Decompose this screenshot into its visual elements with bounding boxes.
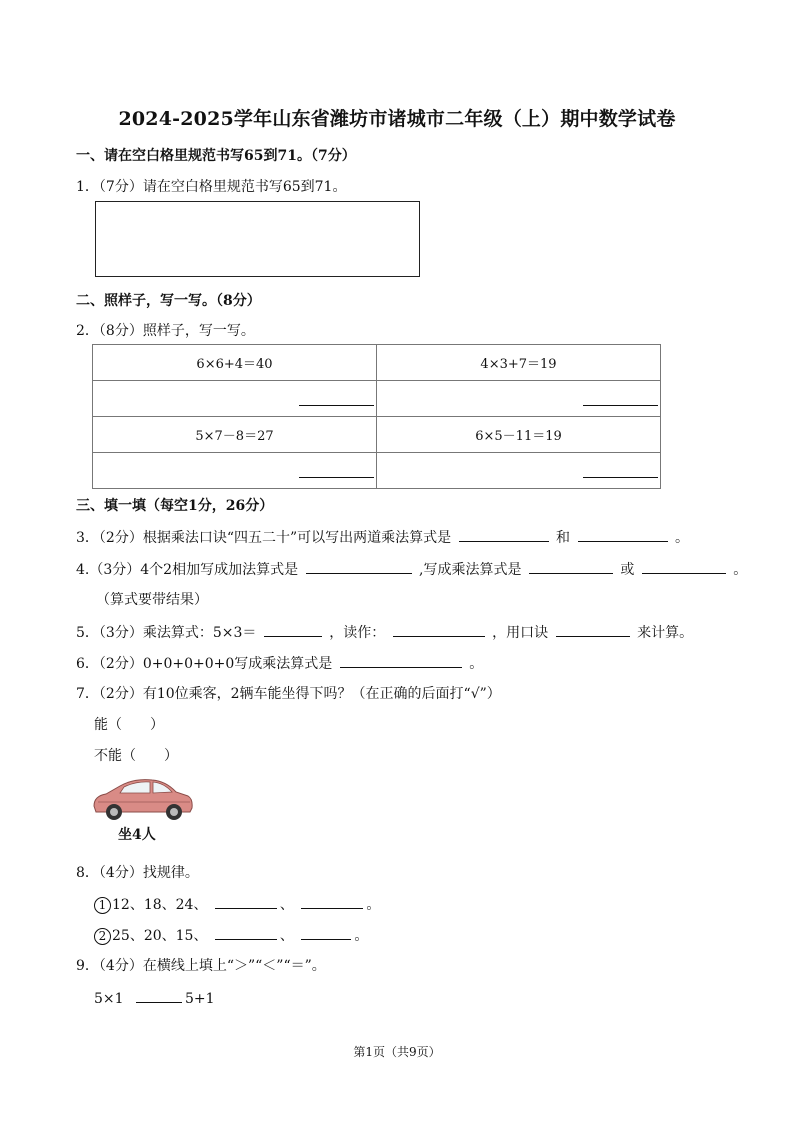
section-1-heading: 一、请在空白格里规范书写65到71。（7分）	[76, 148, 356, 164]
question-5	[76, 621, 693, 642]
question-4-note: （算式要带结果）	[96, 592, 208, 608]
answer-blank[interactable]	[306, 558, 412, 574]
question-4-or: 或	[620, 562, 635, 578]
table-cell-example-4: 6×5－11＝19	[377, 417, 661, 453]
question-2: 2．（8分）照样子，写一写。	[76, 323, 255, 339]
question-3-and: 和	[556, 530, 571, 546]
sequence-2-values: 25、20、15、	[112, 928, 208, 944]
question-5-end: 来计算。	[637, 625, 694, 641]
answer-blank[interactable]	[556, 621, 630, 637]
question-4-text: 4.（3分）4个2相加写成加法算式是	[76, 562, 299, 578]
answer-line[interactable]	[299, 477, 374, 478]
table-cell-answer-1[interactable]	[93, 381, 377, 417]
page-title: 2024-2025学年山东省潍坊市诸城市二年级（上）期中数学试卷	[118, 108, 676, 130]
example-table	[92, 344, 661, 489]
answer-blank[interactable]	[393, 621, 485, 637]
question-5-read: ，读作：	[329, 625, 386, 641]
page-footer: 第1页（共9页）	[353, 1045, 441, 1059]
question-6-text: 6．（2分）0+0+0+0+0写成乘法算式是	[76, 656, 333, 672]
section-2-heading: 二、照样子，写一写。（8分）	[76, 293, 261, 309]
section-3-heading: 三、填一填（每空1分，26分）	[76, 498, 274, 514]
answer-blank[interactable]	[459, 526, 549, 542]
answer-blank[interactable]	[264, 621, 322, 637]
question-3	[76, 526, 689, 547]
writing-box[interactable]	[95, 201, 420, 277]
answer-blank[interactable]	[578, 526, 668, 542]
sequence-1	[94, 893, 380, 914]
sequence-2	[94, 924, 368, 945]
question-6-end: 。	[469, 656, 484, 672]
question-8: 8．（4分）找规律。	[76, 865, 199, 881]
answer-blank[interactable]	[136, 987, 182, 1003]
sequence-end: 。	[366, 897, 381, 913]
sequence-separator: 、	[279, 897, 294, 913]
question-3-text: 3．（2分）根据乘法口诀“四五二十”可以写出两道乘法算式是	[76, 530, 452, 546]
answer-line[interactable]	[583, 405, 658, 406]
answer-line[interactable]	[583, 477, 658, 478]
question-5-formula: ，用口诀	[492, 625, 549, 641]
answer-blank[interactable]	[215, 893, 277, 909]
comparison-row	[94, 987, 215, 1007]
table-cell-example-3: 5×7－8＝27	[93, 417, 377, 453]
option-yes[interactable]: 能（ ）	[94, 717, 164, 733]
table-cell-example-1: 6×6+4＝40	[93, 345, 377, 381]
car-caption: 坐4人	[118, 827, 156, 843]
table-cell-answer-2[interactable]	[377, 381, 661, 417]
sequence-end: 。	[354, 928, 369, 944]
table-cell-answer-4[interactable]	[377, 453, 661, 489]
circled-number-2: 2	[94, 928, 111, 945]
option-no[interactable]: 不能（ ）	[94, 748, 178, 764]
car-icon	[90, 772, 195, 824]
question-1: 1．（7分）请在空白格里规范书写65到71。	[76, 179, 347, 195]
sequence-1-values: 12、18、24、	[112, 897, 208, 913]
question-7: 7．（2分）有10位乘客，2辆车能坐得下吗？（在正确的后面打“√”）	[76, 686, 501, 702]
question-4-mid: ,写成乘法算式是	[419, 562, 522, 578]
answer-blank[interactable]	[301, 893, 363, 909]
comparison-right: 5+1	[185, 991, 215, 1007]
question-4-end: 。	[733, 562, 748, 578]
answer-line[interactable]	[299, 405, 374, 406]
question-6	[76, 652, 483, 673]
table-cell-example-2: 4×3+7＝19	[377, 345, 661, 381]
question-3-end: 。	[674, 530, 689, 546]
table-cell-answer-3[interactable]	[93, 453, 377, 489]
question-5-text: 5．（3分）乘法算式：5×3＝	[76, 625, 257, 641]
question-9: 9．（4分）在横线上填上“＞”“＜”“＝”。	[76, 958, 326, 974]
circled-number-1: 1	[94, 897, 111, 914]
question-4	[76, 558, 747, 579]
answer-blank[interactable]	[642, 558, 726, 574]
comparison-left: 5×1	[94, 991, 124, 1007]
answer-blank[interactable]	[529, 558, 613, 574]
answer-blank[interactable]	[301, 924, 351, 940]
answer-blank[interactable]	[215, 924, 277, 940]
sequence-separator: 、	[279, 928, 294, 944]
answer-blank[interactable]	[340, 652, 462, 668]
